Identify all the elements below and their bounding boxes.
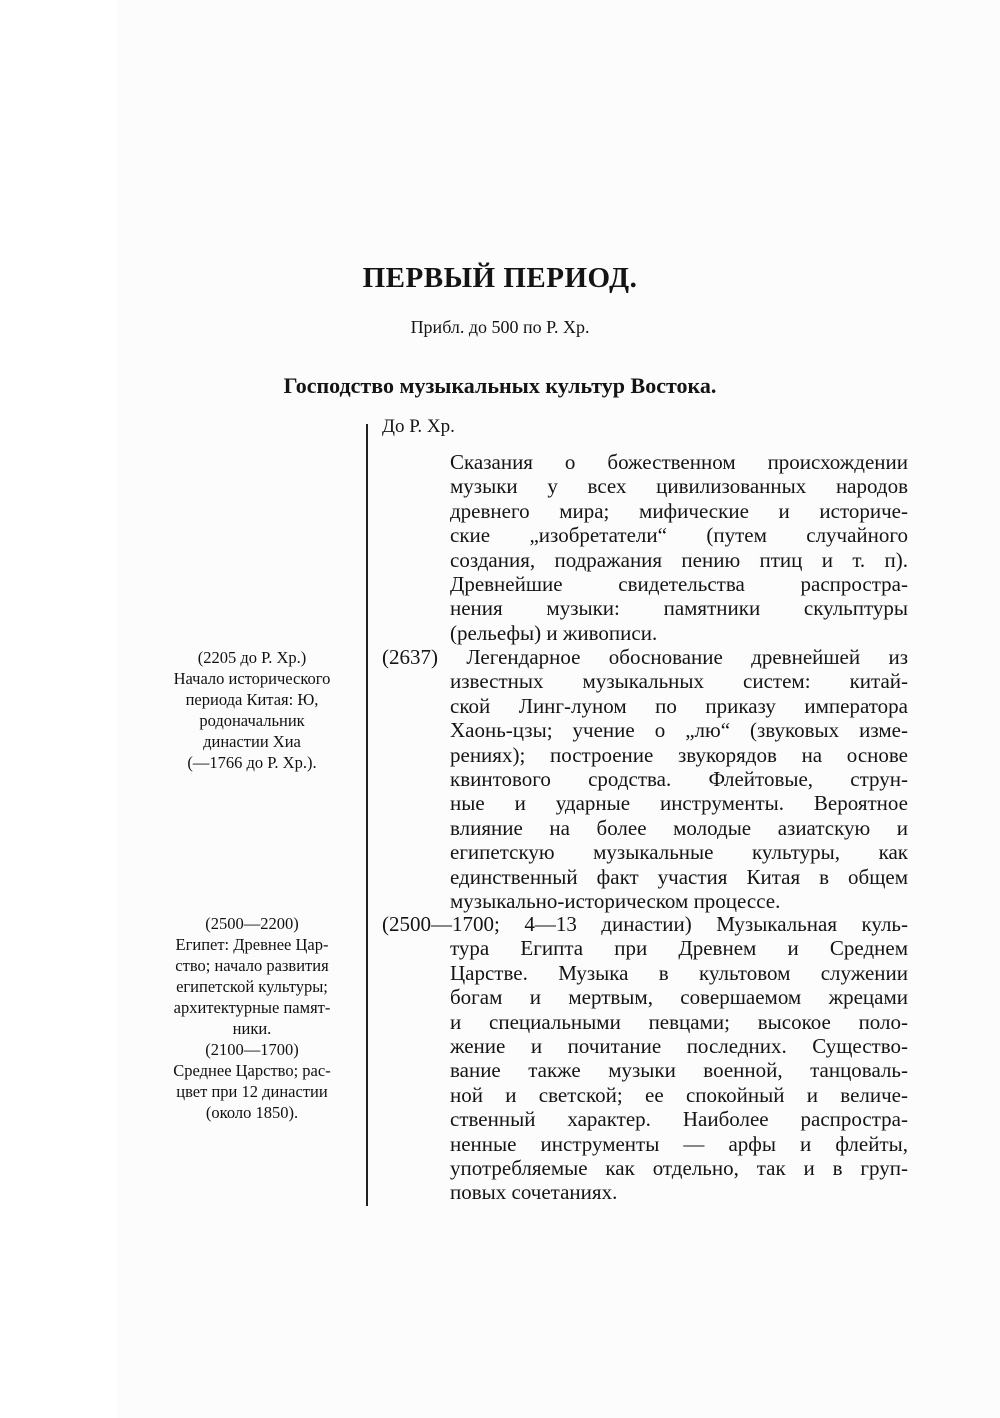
- margin-note-line: периода Китая: Ю,: [185, 690, 319, 709]
- margin-note-line: (2100—1700): [205, 1040, 299, 1059]
- entry-line: квинтового сродства. Флейтовые, струн-: [450, 767, 908, 792]
- entry-line: ской Линг-луном по приказу императора: [450, 693, 908, 718]
- entry-line: египетскую музыкальные культуры, как: [450, 840, 908, 865]
- entry-line: ственный характер. Наиболее распростра-: [450, 1107, 908, 1132]
- entry-line: Царстве. Музыка в культовом служении: [450, 960, 908, 985]
- margin-note-line: египетской культуры;: [176, 977, 328, 996]
- entry-line: употребляемые как отдельно, так и в груп-: [450, 1156, 908, 1181]
- entry-line: Древнейшие свидетельства распростра-: [450, 572, 908, 597]
- entry-line: богам и мертвым, совершаемом жрецами: [450, 985, 908, 1010]
- margin-note-line: (2205 до Р. Хр.): [197, 648, 307, 667]
- margin-note-china: [140, 647, 364, 773]
- entry-line: тура Египта при Древнем и Среднем: [450, 936, 908, 961]
- entry-line: ские „изобретатели“ (путем случайного: [450, 523, 908, 548]
- era-label: До Р. Хр.: [382, 416, 455, 437]
- entry-line: ные и ударные инструменты. Вероятное: [450, 791, 908, 816]
- chapter-title: ПЕРВЫЙ ПЕРИОД.: [362, 262, 638, 294]
- entry-line: влияние на более молодые азиатскую и: [450, 815, 908, 840]
- entry-line: повых сочетаниях.: [450, 1180, 618, 1205]
- margin-note-line: (около 1850).: [205, 1103, 299, 1122]
- entry-line: нения музыки: памятники скульптуры: [450, 596, 908, 621]
- entry-line: музыки у всех цивилизованных народов: [450, 474, 908, 499]
- entry-line: рениях); построение звукорядов на основе: [450, 742, 908, 767]
- entry-line: создания, подражания пению птиц и т. п).: [450, 547, 908, 572]
- entry-line: (2637) Легендарное обоснование древнейшей из: [382, 645, 908, 669]
- margin-note-line: цвет при 12 династии: [176, 1082, 328, 1101]
- margin-note-line: архитектурные памят-: [173, 998, 331, 1017]
- margin-note-line: ники.: [232, 1019, 272, 1038]
- entry-myths: [450, 450, 908, 645]
- entry-line: единственный факт участия Китая в общем: [450, 864, 908, 889]
- margin-note-line: ство; начало развития: [175, 956, 329, 975]
- margin-note-egypt: [140, 913, 364, 1123]
- entry-egypt: [382, 912, 908, 1205]
- entry-line: ненные инструменты — арфы и флейты,: [450, 1131, 908, 1156]
- margin-note-line: династии Хиа: [203, 732, 301, 751]
- entry-line: Сказания о божественном происхождении: [450, 450, 908, 474]
- column-divider: [366, 424, 368, 1206]
- margin-note-line: Среднее Царство; рас-: [173, 1061, 331, 1080]
- margin-note-line: Египет: Древнее Цар-: [175, 935, 329, 954]
- entry-line: ной и светской; ее спокойный и величе-: [450, 1082, 908, 1107]
- entry-line: вание также музыки военной, танцоваль-: [450, 1058, 908, 1083]
- section-heading: Господство музыкальных культур Востока.: [283, 373, 717, 398]
- margin-note-line: (2500—2200): [205, 914, 299, 933]
- entry-line: известных музыкальных систем: китай-: [450, 669, 908, 694]
- margin-note-line: родоначальник: [199, 711, 305, 730]
- entry-line: и специальными певцами; высокое поло-: [450, 1009, 908, 1034]
- entry-line: (2500—1700; 4—13 династии) Музыкальная куль-: [382, 912, 908, 936]
- entry-line: древнего мира; мифические и историче-: [450, 498, 908, 523]
- entry-line: музыкально-историческом процессе.: [450, 889, 781, 914]
- entry-line: (рельефы) и живописи.: [450, 620, 658, 645]
- entry-line: Хаонь-цзы; учение о „лю“ (звуковых изме-: [450, 718, 908, 743]
- entry-line: жение и почитание последних. Существо-: [450, 1034, 908, 1059]
- margin-note-line: Начало исторического: [173, 669, 331, 688]
- chapter-subtitle: Прибл. до 500 по Р. Хр.: [410, 317, 590, 337]
- margin-note-line: (—1766 до Р. Хр.).: [187, 753, 317, 772]
- entry-china: [382, 645, 908, 913]
